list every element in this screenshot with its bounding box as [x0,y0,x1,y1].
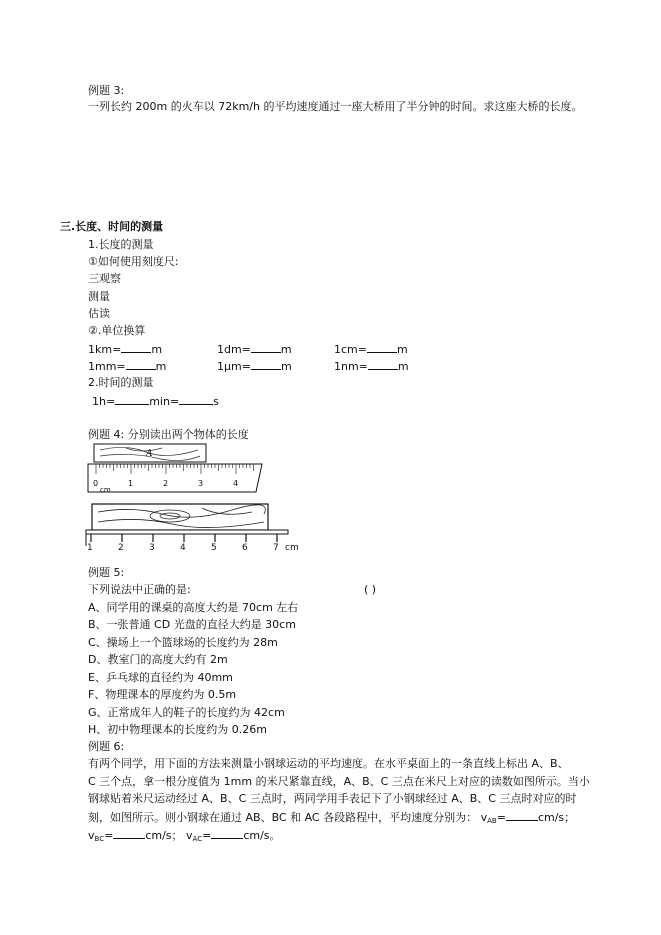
ruler-1-unit: cm [100,486,111,494]
ex5-option: F、物理课本的厚度约为 0.5m [88,688,237,701]
ruler-2-unit: cm [285,543,299,553]
ruler-1-tick-label: 3 [198,479,204,488]
time-conversion: 1h= min= s [92,395,219,408]
ex6-answers [88,828,281,846]
ruler-1-tick-label: 2 [163,479,169,488]
ex5-option: C、操场上一个篮球场的长度约为 28m [88,636,278,649]
ex6-title: 例题 6: [88,740,125,753]
v-ac: $v_{AC}= cm/s$。 [186,829,281,843]
ex5-title: 例题 5: [88,566,125,579]
ruler-2-body [86,530,288,534]
ruler-2-tick-label: 5 [211,543,217,553]
ex5-option: E、乒乓球的直径约为 40mm [88,671,233,684]
ex6-paragraph-line: 刻，如图所示。则小钢球在通过 AB、BC 和 AC 各段路程中，平均速度分别为： $v_{AB}= cm/s$； [88,811,576,825]
measure-text: 测量 [88,290,110,303]
ruler-usage-item: ①如何使用刻度尺: [88,255,179,268]
section3-heading: 三.长度、时间的测量 [60,220,164,233]
estimate-text: 估读 [88,307,110,320]
ruler-2-tick-label: 7 [273,543,279,553]
ruler-2-tick-label: 4 [180,543,186,553]
ruler-2-tick-label: 3 [149,543,155,553]
conv-mm: 1mm= m [88,360,167,373]
ex6-paragraph-line: 有两个同学，用下面的方法来测量小钢球运动的平均速度。在水平桌面上的一条直线上标出 A、B、 [88,757,569,770]
ex3-title: 例题 3: [88,84,125,97]
ruler-2-tick-label: 2 [118,543,124,553]
ex5-option: G、正常成年人的鞋子的长度约为 42cm [88,706,285,719]
ex3-text: 一列长约 200m 的火车以 72km/h 的平均速度通过一座大桥用了半分钟的时间。求这座大桥的长度。 [88,100,583,113]
ex5-option: D、教室门的高度大约有 2m [88,653,228,666]
ruler-figure-2 [82,500,308,554]
v-ab: $v_{AB}= cm/s$； [480,811,576,825]
observe-text: 三观察 [88,272,121,285]
conv-km: 1km= m [88,343,163,356]
ex5-answer-bracket: ( ) [364,583,377,596]
ex5-option: B、一张普通 CD 光盘的直径大约是 30cm [88,618,296,631]
unit-conversion-item: ②.单位换算 [88,324,146,337]
ruler-1-tick-label: 4 [233,479,239,488]
v-bc: $v_{BC}= cm/s$； [88,829,183,843]
ruler-2-tick-label: 6 [242,543,248,553]
conv-dm: 1dm= m [217,343,292,356]
block-label-a: A [146,449,153,459]
ruler-1-tick-label: 1 [128,479,134,488]
ex5-option: A、同学用的课桌的高度大约是 70cm 左右 [88,601,299,614]
ruler-figure-1 [86,440,266,496]
ex6-paragraph-line: 钢球贴着米尺运动经过 A、B、C 三点时，两同学用手表记下了小钢球经过 A、B、C 三点时对应的时 [88,792,577,805]
ruler-1-tick-label: 0 [93,479,99,488]
conv-cm: 1cm= m [334,343,408,356]
ruler-2-tick-label: 1 [87,543,93,553]
ex5-option: H、初中物理课本的长度约为 0.26m [88,723,267,736]
ex4-title: 例题 4: 分别读出两个物体的长度 [88,428,249,441]
length-measure-subtitle: 1.长度的测量 [88,238,154,251]
time-measure-subtitle: 2.时间的测量 [88,376,154,389]
ex5-question: 下列说法中正确的是: [88,583,191,596]
ex6-paragraph-line: C 三个点，拿一根分度值为 1mm 的米尺紧靠直线，A、B、C 三点在米尺上对应的读数如图所示。当小 [88,775,590,788]
conv-nm: 1nm= m [334,360,409,373]
conv-um: 1μm= m [217,360,292,373]
